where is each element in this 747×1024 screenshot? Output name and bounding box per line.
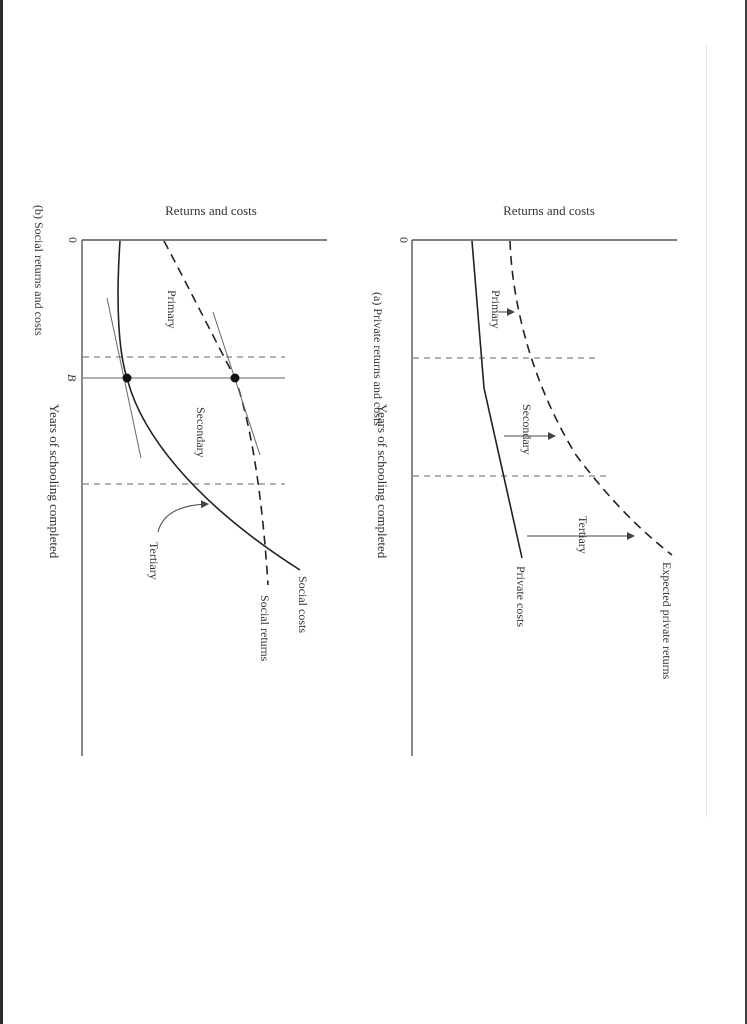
panel-b-marker-label: B [65,374,79,382]
panel-b-caption: (b) Social returns and costs [32,205,46,336]
panel-a [371,203,677,756]
panel-b-tertiary-pointer [158,504,208,532]
panel-a-caption: (a) Private returns and costs [371,292,385,426]
panel-b-x-label: Years of schooling completed [47,404,62,559]
panel-b-tertiary-label: Tertiary [147,542,161,580]
private-costs-label: Private costs [514,566,528,627]
panel-b-origin: 0 [66,237,80,243]
panel-b-returns-point [231,374,240,383]
social-returns-label: Social returns [258,595,272,662]
panel-b [32,203,327,756]
social-returns-tangent [213,312,260,455]
panel-b-costs-point [123,374,132,383]
social-costs-label: Social costs [296,576,310,633]
social-costs-curve [118,241,300,570]
panel-a-origin: 0 [397,237,411,243]
panel-a-secondary-label: Secondary [520,404,534,455]
panel-b-primary-label: Primary [165,290,179,329]
panel-b-y-label: Returns and costs [165,203,257,218]
panel-a-x-label: Years of schooling completed [375,404,390,559]
expected-private-returns-label: Expected private returns [660,562,674,680]
panel-a-primary-label: Primary [489,290,503,329]
panel-a-tertiary-label: Tertiary [576,516,590,554]
panel-a-y-label: Returns and costs [503,203,595,218]
expected-private-returns-curve [510,241,672,555]
panel-b-secondary-label: Secondary [194,407,208,458]
